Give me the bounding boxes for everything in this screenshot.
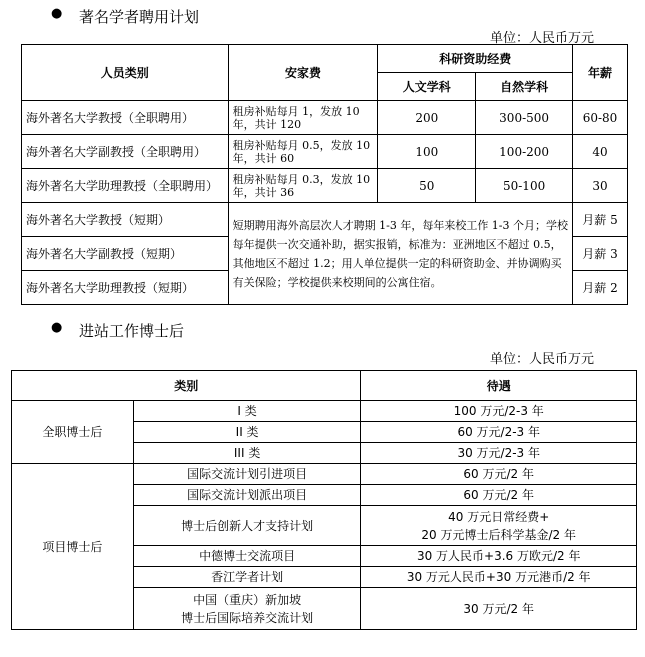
table-row [22, 169, 628, 203]
row-category: 海外著名大学助理教授（全职聘用） [22, 169, 229, 203]
short-term-note: 短期聘用海外高层次人才聘期 1-3 年，每年来校工作 1-3 个月；学校每年提供一次交通补助，据实报销，标准为：亚洲地区不超过 0.5，其他地区不超过 1.2；用人单位提供一定的科研资助金、并协调购买有关保险；学校提供来校期间的公寓住宿。 [228, 203, 572, 305]
table-row [12, 401, 637, 422]
bullet-icon: ● [51, 6, 63, 21]
row-salary: 月薪 3 [573, 237, 628, 271]
row-humanities: 100 [378, 135, 476, 169]
item-label: III 类 [133, 443, 361, 464]
row-category: 海外著名大学助理教授（短期） [22, 271, 229, 305]
header-settlement: 安家费 [228, 45, 378, 101]
row-sciences: 50-100 [476, 169, 573, 203]
item-benefit: 30 万元/2-3 年 [361, 443, 637, 464]
header-humanities: 人文学科 [378, 73, 476, 101]
item-benefit: 60 万元/2-3 年 [361, 422, 637, 443]
item-benefit: 60 万元/2 年 [361, 464, 637, 485]
row-settlement: 租房补贴每月 0.3，发放 10 年，共计 36 [228, 169, 378, 203]
header-category: 类别 [12, 371, 361, 401]
item-benefit: 30 万人民币+3.6 万欧元/2 年 [361, 546, 637, 567]
item-benefit: 60 万元/2 年 [361, 485, 637, 506]
row-humanities: 200 [378, 101, 476, 135]
table-row [22, 101, 628, 135]
label-line-1: 中国（重庆）新加坡 [193, 592, 302, 607]
row-salary: 月薪 2 [573, 271, 628, 305]
row-category: 海外著名大学教授（全职聘用） [22, 101, 229, 135]
row-category: 海外著名大学副教授（短期） [22, 237, 229, 271]
row-sciences: 100-200 [476, 135, 573, 169]
header-research-fund: 科研资助经费 [378, 45, 573, 73]
item-label: 中德博士交流项目 [133, 546, 361, 567]
postdoc-table [11, 370, 637, 630]
row-salary: 月薪 5 [573, 203, 628, 237]
benefit-line-2: 20 万元博士后科学基金/2 年 [421, 527, 576, 542]
unit-label-1: 单位：人民币万元 [490, 31, 595, 46]
table-row [22, 135, 628, 169]
scholars-table [21, 44, 628, 305]
header-category: 人员类别 [22, 45, 229, 101]
table-row [12, 464, 637, 485]
item-label: 国际交流计划引进项目 [133, 464, 361, 485]
item-label: 香江学者计划 [133, 567, 361, 588]
item-benefit: 100 万元/2-3 年 [361, 401, 637, 422]
row-salary: 60-80 [573, 101, 628, 135]
header-sciences: 自然学科 [476, 73, 573, 101]
row-settlement: 租房补贴每月 1，发放 10 年，共计 120 [228, 101, 378, 135]
row-category: 海外著名大学教授（短期） [22, 203, 229, 237]
item-label [133, 588, 361, 630]
row-humanities: 50 [378, 169, 476, 203]
item-label: II 类 [133, 422, 361, 443]
row-settlement: 租房补贴每月 0.5，发放 10 年，共计 60 [228, 135, 378, 169]
row-sciences: 300-500 [476, 101, 573, 135]
item-benefit: 30 万元人民币+30 万元港币/2 年 [361, 567, 637, 588]
item-label: 博士后创新人才支持计划 [133, 506, 361, 546]
table-row [22, 203, 628, 237]
section-title-scholars: 著名学者聘用计划 [79, 8, 200, 26]
group-fulltime: 全职博士后 [12, 401, 134, 464]
row-salary: 30 [573, 169, 628, 203]
benefit-line-1: 40 万元日常经费+ [448, 509, 550, 524]
item-benefit [361, 506, 637, 546]
bullet-icon: ● [51, 320, 63, 335]
header-salary: 年薪 [573, 45, 628, 101]
item-benefit: 30 万元/2 年 [361, 588, 637, 630]
section-title-postdoc: 进站工作博士后 [79, 322, 185, 340]
group-project: 项目博士后 [12, 464, 134, 630]
label-line-2: 博士后国际培养交流计划 [181, 610, 314, 625]
item-label: 国际交流计划派出项目 [133, 485, 361, 506]
header-benefit: 待遇 [361, 371, 637, 401]
unit-label-2: 单位：人民币万元 [490, 352, 595, 367]
row-category: 海外著名大学副教授（全职聘用） [22, 135, 229, 169]
item-label: I 类 [133, 401, 361, 422]
row-salary: 40 [573, 135, 628, 169]
